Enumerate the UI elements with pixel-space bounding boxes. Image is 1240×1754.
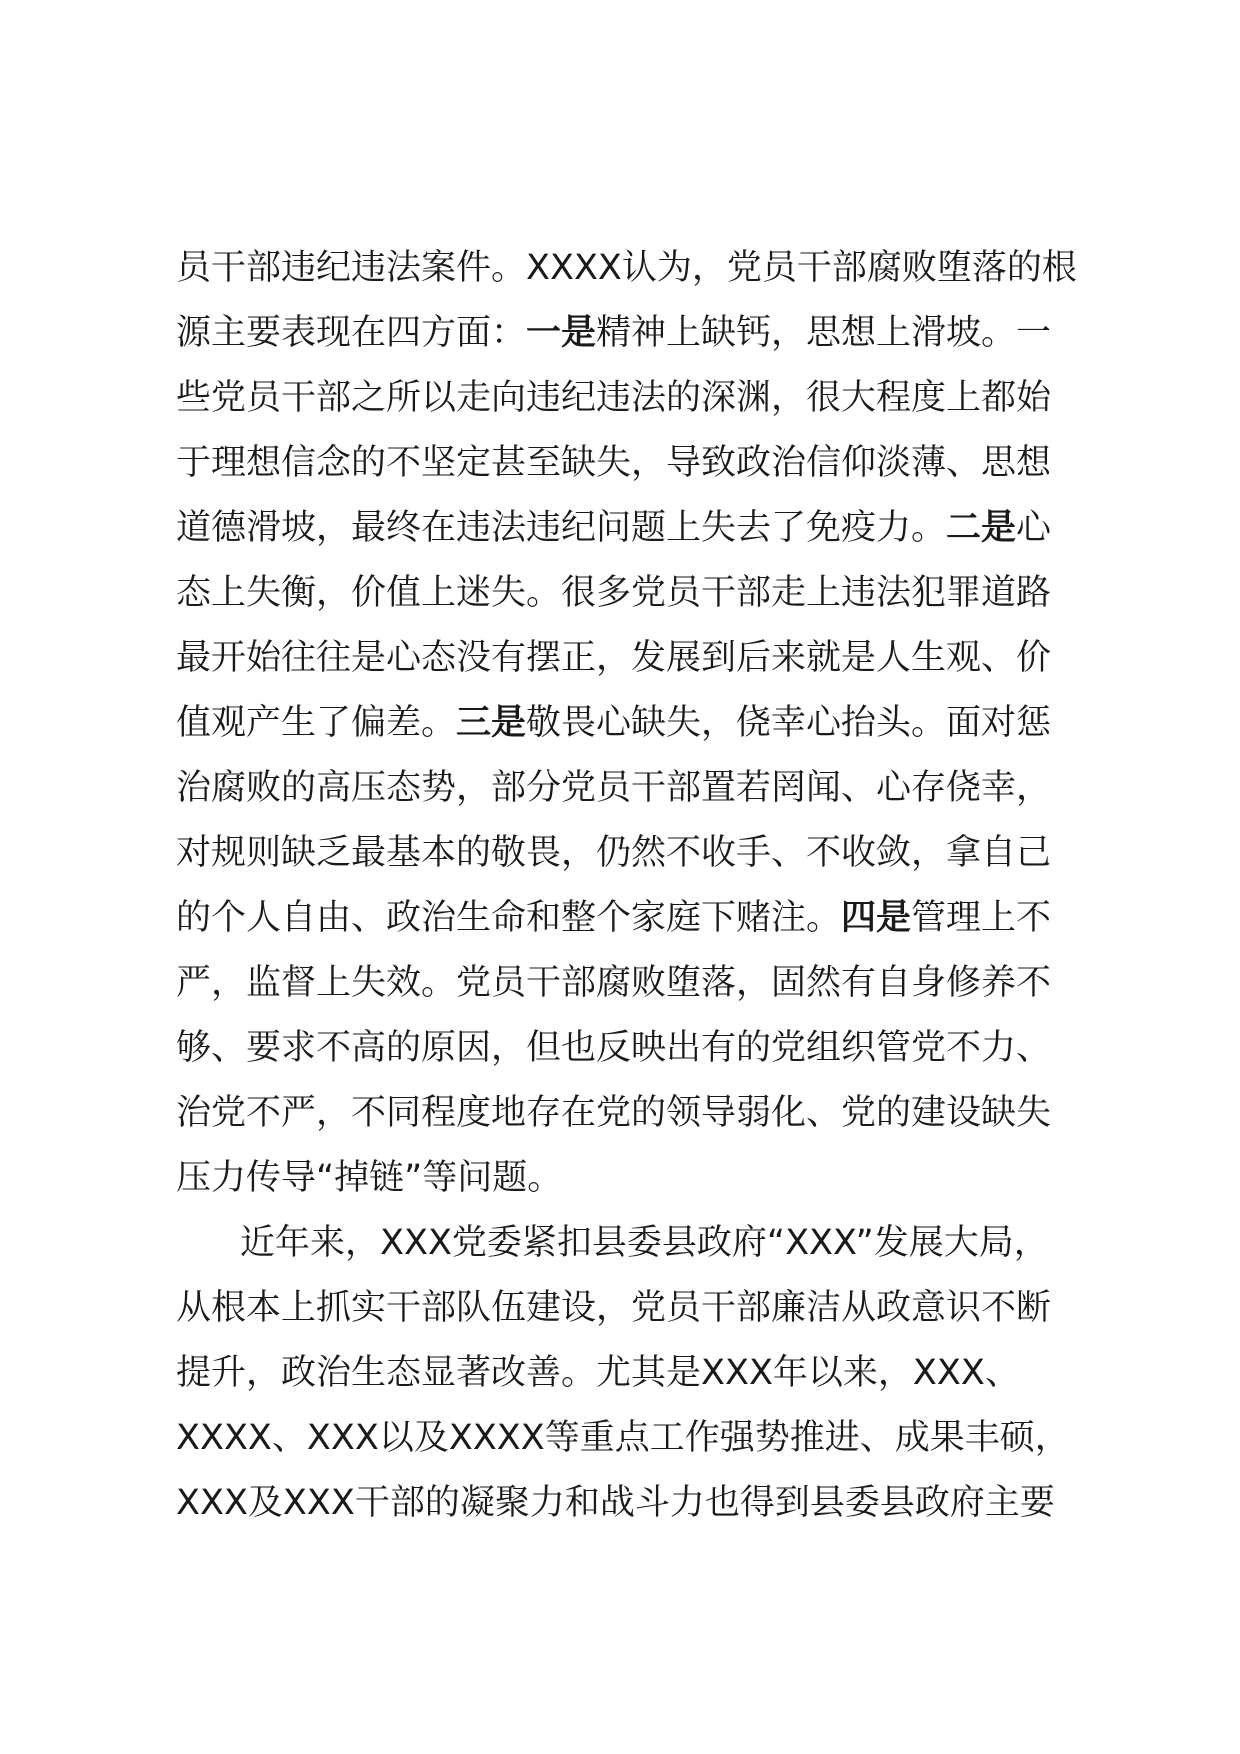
- text-line: 够、要求不高的原因，但也反映出有的党组织管党不力、: [176, 1028, 1052, 1068]
- text-line: 近年来，XXX党委紧扣县委县政府“XXX”发展大局，: [240, 1223, 1049, 1263]
- text-line: XXX及XXX干部的凝聚力和战斗力也得到县委县政府主要: [176, 1483, 1055, 1523]
- point-marker-2: 二是: [946, 508, 1017, 548]
- text-line: 员干部违纪违法案件。XXXX认为，党员干部腐败堕落的根: [176, 248, 1077, 288]
- text-line: 于理想信念的不坚定甚至缺失，导致政治信仰淡薄、思想: [176, 443, 1052, 483]
- paragraph-2: [176, 1211, 1096, 1536]
- text-line: [176, 886, 1096, 951]
- text-run: 敬畏心缺失，侥幸心抬头。面对惩: [526, 703, 1052, 743]
- text-line: 提升，政治生态显著改善。尤其是XXX年以来，XXX、: [176, 1353, 1020, 1393]
- text-run: 道德滑坡，最终在违法违纪问题上失去了免疫力。: [176, 508, 947, 548]
- text-line: [176, 301, 1096, 366]
- text-run: 心: [1016, 508, 1052, 548]
- text-line: 严，监督上失效。党员干部腐败堕落，固然有自身修养不: [176, 963, 1052, 1003]
- text-line: 治腐败的高压态势，部分党员干部置若罔闻、心存侥幸，: [176, 768, 1052, 808]
- text-line: 从根本上抓实干部队伍建设，党员干部廉洁从政意识不断: [176, 1288, 1052, 1328]
- text-run: 的个人自由、政治生命和整个家庭下赌注。: [176, 898, 842, 938]
- text-run: 管理上不: [911, 898, 1052, 938]
- text-line: 治党不严，不同程度地存在党的领导弱化、党的建设缺失: [176, 1093, 1052, 1133]
- point-marker-1: 一是: [526, 313, 597, 353]
- point-marker-4: 四是: [841, 898, 912, 938]
- point-marker-3: 三是: [456, 703, 527, 743]
- text-line: XXXX、XXX以及XXXX等重点工作强势推进、成果丰硕，: [176, 1418, 1070, 1458]
- text-run: 值观产生了偏差。: [176, 703, 457, 743]
- text-run: 精神上缺钙，思想上滑坡。一: [596, 313, 1052, 353]
- paragraph-1: [176, 236, 1096, 1211]
- text-line: [176, 691, 1096, 756]
- text-line: 压力传导“掉链”等问题。: [176, 1158, 563, 1198]
- text-line: 些党员干部之所以走向违纪违法的深渊，很大程度上都始: [176, 378, 1052, 418]
- body-text: [176, 236, 1096, 1536]
- text-line: 最开始往往是心态没有摆正，发展到后来就是人生观、价: [176, 638, 1052, 678]
- text-line: 对规则缺乏最基本的敬畏，仍然不收手、不收敛，拿自己: [176, 833, 1052, 873]
- text-line: 态上失衡，价值上迷失。很多党员干部走上违法犯罪道路: [176, 573, 1052, 613]
- text-run: 源主要表现在四方面：: [176, 313, 527, 353]
- text-line: [176, 496, 1096, 561]
